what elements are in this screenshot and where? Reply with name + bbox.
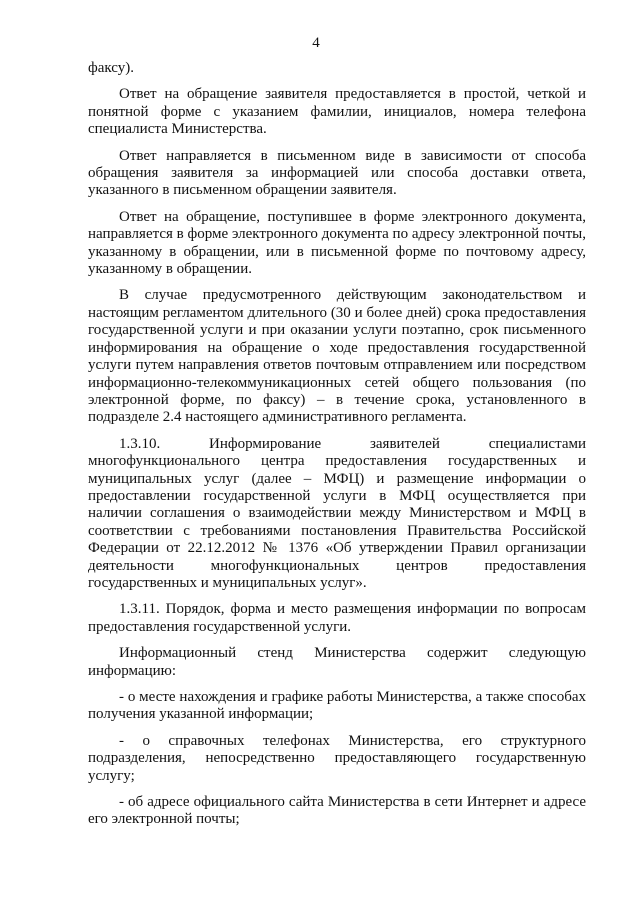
page-number: 4: [312, 35, 320, 51]
paragraph-section-1-3-10: 1.3.10. Информирование заявителей специалистами многофункционального центра предоставления государственных и муниципальных услуг (далее – МФЦ) и размещение информации о предоставлении государственной услуги в МФЦ осуществляется при наличии соглашения о взаимодействии между Министерством и МФЦ в соответствии с требованиями постановления Правительства Российской Федерации от 22.12.2012 № 1376 «Об утверждении Правил организации деятельности многофункциональных центров предоставления государственных и муниципальных услуг».: [88, 435, 586, 591]
paragraph-response-written: Ответ направляется в письменном виде в зависимости от способа обращения заявителя за информацией или способа доставки ответа, указанного в письменном обращении заявителя.: [88, 147, 586, 199]
paragraph-electronic-response: Ответ на обращение, поступившее в форме электронного документа, направляется в форме электронного документа по адресу электронной почты, указанному в обращении, или в письменной форме по почтовому адресу, указанному в обращении.: [88, 208, 586, 278]
document-body: [88, 60, 586, 838]
paragraph-long-term-informing: В случае предусмотренного действующим законодательством и настоящим регламентом длительного (30 и более дней) срока предоставления государственной услуги и при оказании услуги поэтапно, срок письменного информирования на обращение о ходе предоставления государственной услуги путем направления ответов почтовым отправлением или посредством информационно-телекоммуникационных сетей общего пользования (по электронной форме, по факсу) – в течение срока, установленного в подразделе 2.4 настоящего административного регламента.: [88, 287, 586, 426]
paragraph-response-form: Ответ на обращение заявителя предоставляется в простой, четкой и понятной форме с указанием фамилии, инициалов, номера телефона специалиста Министерства.: [88, 86, 586, 138]
paragraph-section-1-3-11: 1.3.11. Порядок, форма и место размещения информации по вопросам предоставления государственной услуги.: [88, 601, 586, 635]
list-item-location: - о месте нахождения и графике работы Министерства, а также способах получения указанной информации;: [88, 689, 586, 723]
paragraph-info-stand: Информационный стенд Министерства содержит следующую информацию:: [88, 645, 586, 679]
paragraph-continuation: факсу).: [88, 60, 134, 76]
list-item-website: - об адресе официального сайта Министерства в сети Интернет и адресе его электронной почты;: [88, 794, 586, 828]
list-item-phones: - о справочных телефонах Министерства, его структурного подразделения, непосредственно предоставляющего государственную услугу;: [88, 732, 586, 784]
